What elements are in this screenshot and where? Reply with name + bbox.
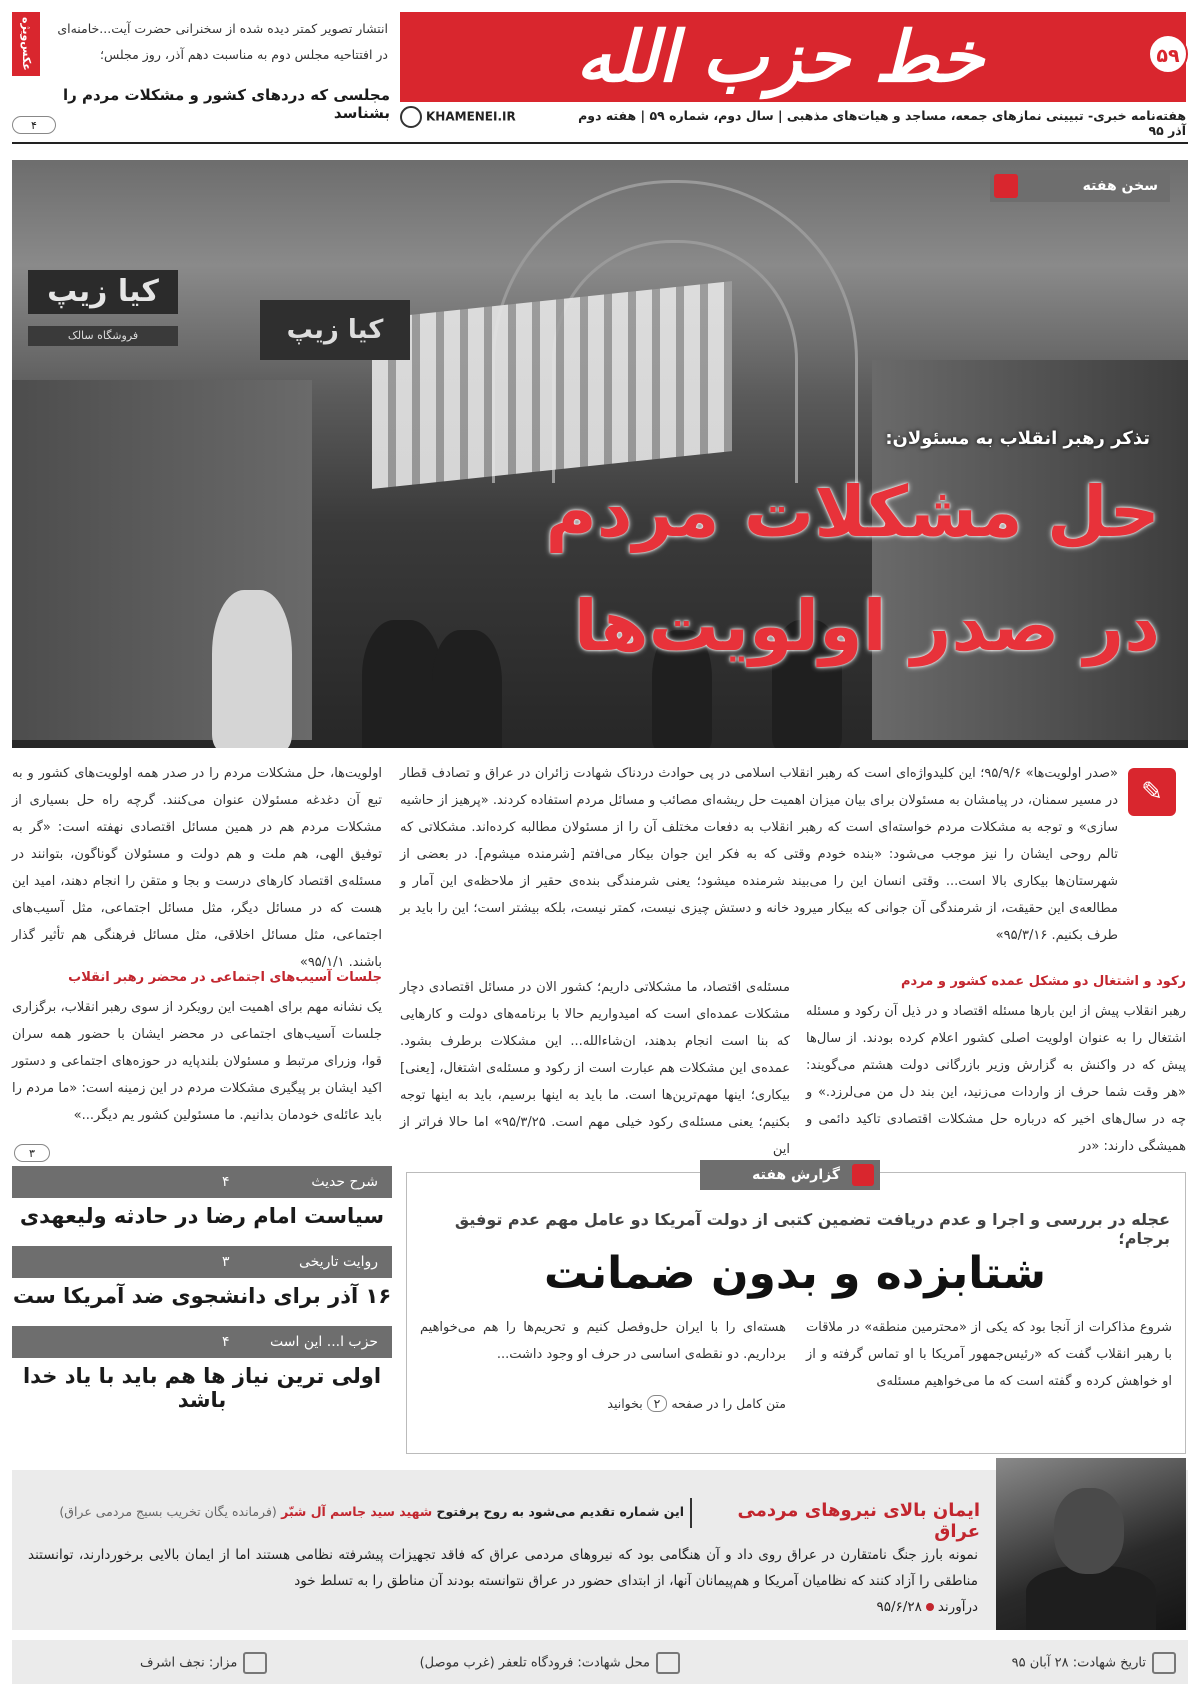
report-tag-label: گزارش هفته (752, 1167, 840, 1183)
sidebar-item-page: ۴ (222, 1174, 230, 1190)
martyr-box-title: ایمان بالای نیروهای مردمی عراق (737, 1500, 980, 1542)
martyr-date: ۹۵/۶/۲۸ (876, 1599, 922, 1615)
masthead-subtitle: هفته‌نامه خبری- تبیینی نمازهای جمعه، مساجد و هیات‌های مذهبی | سال دوم، شماره ۵۹ | هفته دوم آذر ۹۵ (578, 108, 1186, 138)
sidebar-item-title[interactable]: ۱۶ آذر برای دانشجوی ضد آمریکا ست (12, 1284, 392, 1308)
sidebar-item-label: شرح حدیث (311, 1174, 378, 1190)
article-intro: «صدر اولویت‌ها» ۹۵/۹/۶؛ این کلیدواژه‌ای است که رهبر انقلاب اسلامی در پی حوادث دردناک شهادت زائران در عراق و تصادف قطار در مسیر سمنان، در پیامشان به مسئولان برای بیان میزان اهمیت حل ریشه‌ای مصائب و مسائل مردم استفاده کردند. «پرهیز از حاشیه سازی» و توجه به مشکلات مردم خواسته‌ای است که رهبر انقلاب به دفعات مختلف آن را از مسئولان مطالبه کرده‌اند. مشکلاتی که تالم روحی ایشان را نیز موجب می‌شود: «بنده خودم وقتی که به فکر این جوان بیکار می‌افتم [شرمنده میشوم]. در بعضی از شهرستان‌ها بیکاری بالا است... وقتی انسان این را می‌بیند شرمنده میشود؛ یعنی شرمندگی بنده‌ی حقیر از ملاحظه‌ی این آمار و مطالعه‌ی این حقیقت، از شرمندگی آن جوانی که بیکار میرود خانه و دستش چیزی نیست، کمتر نیست، بلکه بیشتر است؛ این را باید بر طرف بکنیم. ۹۵/۳/۱۶» (400, 766, 1119, 943)
document-icon (852, 1164, 874, 1186)
hero-title-line-2[interactable]: در صدر اولویت‌ها (573, 585, 1160, 667)
sidebar-item-label: حزب ا... این است (270, 1334, 378, 1350)
teaser-headline[interactable]: مجلسی که دردهای کشور و مشکلات مردم را بشناسد (62, 86, 390, 122)
footer-martyrdom-place (420, 1652, 680, 1674)
sidebar-item-label-bar[interactable] (12, 1166, 392, 1198)
sidebar-item-page: ۳ (222, 1254, 230, 1270)
bullet-icon (926, 1603, 934, 1611)
document-icon (994, 174, 1018, 198)
footer-martyrdom-date-text: تاریخ شهادت: ۲۸ آبان ۹۵ (1011, 1655, 1146, 1671)
hero-kicker: تذکر رهبر انقلاب به مسئولان: (885, 428, 1150, 449)
read-more-suffix: بخوانید (607, 1396, 643, 1411)
report-read-more[interactable] (420, 1396, 786, 1411)
fist-icon (656, 1652, 680, 1674)
section-tag (990, 170, 1170, 202)
shrine-icon (243, 1652, 267, 1674)
masthead-logo: خط حزب الله (576, 15, 984, 98)
shop-sign-sub: فروشگاه سالک (28, 326, 178, 346)
teaser-text: انتشار تصویر کمتر دیده شده از سخنرانی حضرت آیت...خامنه‌ای در افتتاحیه مجلس دوم به مناسبت دهم آذر، روز مجلس؛ (57, 21, 388, 62)
divider (690, 1498, 692, 1528)
sidebar-item-label-bar[interactable] (12, 1246, 392, 1278)
read-more-page: ۲ (647, 1395, 668, 1412)
header-divider (12, 142, 1188, 144)
martyr-photo (996, 1458, 1186, 1630)
article-column: اولویت‌ها، حل مشکلات مردم را در صدر همه اولویت‌های کشور و به تبع آن دغدغه مسئولان عنوان می‌کنند. گرچه راه حل بسیاری از مشکلات مردم هم در همین مسائل اقتصادی نهفته است: «گر به توفیق الهی، هم ملت و هم دولت و مسئولان گوناگون، بتوانند در مسئله‌ی اقتصاد کارهای درست و بجا و متقن را انجام دهند، امید این هست که در مسائل دیگر، مثل مسائل اجتماعی، مثل آسیب‌های اجتماعی، مثل مسائل اخلاقی، مثل مسائل فرهنگی هم تأثیر گذار باشند. ۹۵/۱/۱» (12, 766, 382, 970)
section-tag-label: سخن هفته (1082, 178, 1158, 194)
martyr-text: نمونه بارز جنگ نامتقارن در عراق روی داد و آن هنگامی بود که نیروهای مردمی عراق که فاقد تجهیزات پیشرفته نظامی هستند اما از ایمان بالایی برخوردارند، توانستند مناطقی را آزاد کنند که نظامیان آمریکا و هم‌پیمانان آنها، از ابتدای حضور در عراق نتوانسته بودند آن مناطق را به تسلط خود (28, 1547, 978, 1589)
footer-shrine-text: مزار: نجف اشرف (140, 1655, 238, 1671)
read-more-prefix: متن کامل را در صفحه (671, 1396, 786, 1411)
report-column: شروع مذاکرات از آنجا بود که یکی از «محترمین منطقه» در ملاقات با رهبر انقلاب گفت که «رئیس‌جمهور آمریکا با او تماس گرفته و از او خواهش کرده و گفته است که ما می‌خواهیم مسئله‌ی (806, 1320, 1172, 1389)
site-logo[interactable] (400, 106, 550, 130)
site-logo-icon (400, 106, 422, 128)
sidebar-item-page: ۴ (222, 1334, 230, 1350)
article-column: رهبر انقلاب پیش از این بارها مسئله اقتصاد و در ذیل آن رکود و مسئله اشتغال را به عنوان اولویت اصلی کشور اعلام کرده بودند. از سال‌ها پیش که در واکنش به گزارش وزیر بازرگانی دولت هشتم می‌گویند: «هر وقت شما حرف از واردات می‌زنید، این بند دل من می‌لرزد.» و چه در سال‌های اخیر که درباره حل مشکلات اقتصادی تاکید دائمی و همیشگی دارند: «در (806, 1004, 1186, 1154)
article-subheading: جلسات آسیب‌های اجتماعی در محضر رهبر انقلاب (68, 970, 382, 985)
shop-sign: کیا زیپ (260, 300, 410, 360)
sidebar-item-title[interactable]: اولی ترین نیاز ها هم باید با یاد خدا باشد (22, 1364, 382, 1412)
shop-sign: کیا زیپ (28, 270, 178, 314)
site-logo-text: KHAMENEI.IR (426, 109, 516, 124)
article-column: یک نشانه مهم برای اهمیت این رویکرد از سوی رهبر انقلاب، برگزاری جلسات آسیب‌های اجتماعی در محضر ایشان با حضور همه سران قوا، وزرای مرتبط و مسئولان بلندپایه در حوزه‌های اجتماعی و دستور اکید ایشان بر پیگیری مشکلات مردم در این زمینه است: «ما مردم را باید عائله‌ی خودمان بدانیم. ما مسئولین کشور یم دیگر...» (12, 1000, 382, 1123)
article-page-ref[interactable]: ۳ (14, 1144, 50, 1162)
calendar-icon (1152, 1652, 1176, 1674)
article-subheading: رکود و اشتغال دو مشکل عمده کشور و مردم (900, 974, 1186, 989)
martyr-date-prefix: درآورند (937, 1599, 978, 1615)
issue-number-badge: ۵۹ (1148, 34, 1188, 74)
report-column: هسته‌ای را با ایران حل‌وفصل کنیم و تحریم‌ها را هم می‌خواهیم برداریم. دو نقطه‌ی اساسی در حرف او وجود داشت... (420, 1320, 786, 1362)
dedication-prefix: این شماره تقدیم می‌شود به روح پرفتوح (436, 1504, 684, 1519)
sidebar-item-label-bar[interactable] (12, 1326, 392, 1358)
special-photo-tag: عکس‌ویژه (12, 12, 40, 76)
martyr-dedication (20, 1504, 684, 1519)
martyr-date-line (28, 1594, 978, 1620)
footer-martyrdom-date (1012, 1652, 1176, 1674)
article-column: مسئله‌ی اقتصاد، ما مشکلاتی داریم؛ کشور الان در مسائل اقتصادی دچار مشکلات عمده‌ای است که امیدواریم حالا با برنامه‌های دولت و کارهایی که بنا است انجام بدهند، ان‌شاءالله... این مشکلات برطرف بشود. عمده‌ی این مشکلات هم عبارت است از رکود و مسئله‌ی اشتغال، [یعنی] بیکاری؛ اینها مهم‌ترین‌ها است. ما باید به اینها برسیم، باید به اینها توجه بکنیم؛ یعنی مسئله‌ی رکود خیلی مهم است. ۹۵/۳/۲۵» اما حالا فراتر از این (400, 980, 790, 1157)
footer-martyrdom-place-text: محل شهادت: فرودگاه تلعفر (غرب موصل) (419, 1655, 650, 1671)
sidebar-item-title[interactable]: سیاست امام رضا در حادثه ولیعهدی (19, 1204, 385, 1228)
sidebar-item-label: روایت تاریخی (298, 1254, 378, 1270)
teaser-page-ref[interactable]: ۴ (12, 116, 56, 134)
report-title[interactable]: شتابزده و بدون ضمانت (544, 1248, 1046, 1299)
hero-title-line-1[interactable]: حل مشکلات مردم (545, 471, 1160, 553)
pen-icon: ✎ (1128, 768, 1176, 816)
footer-shrine (140, 1652, 267, 1674)
martyr-name: شهید سید جاسم آل شبّر (281, 1504, 433, 1519)
martyr-role: (فرمانده یگان تخریب بسیج مردمی عراق) (59, 1504, 277, 1519)
report-tag (700, 1160, 880, 1190)
report-kicker: عجله در بررسی و اجرا و عدم دریافت تضمین کتبی از دولت آمریکا دو عامل مهم عدم توفیق برجام؛ (454, 1210, 1170, 1248)
